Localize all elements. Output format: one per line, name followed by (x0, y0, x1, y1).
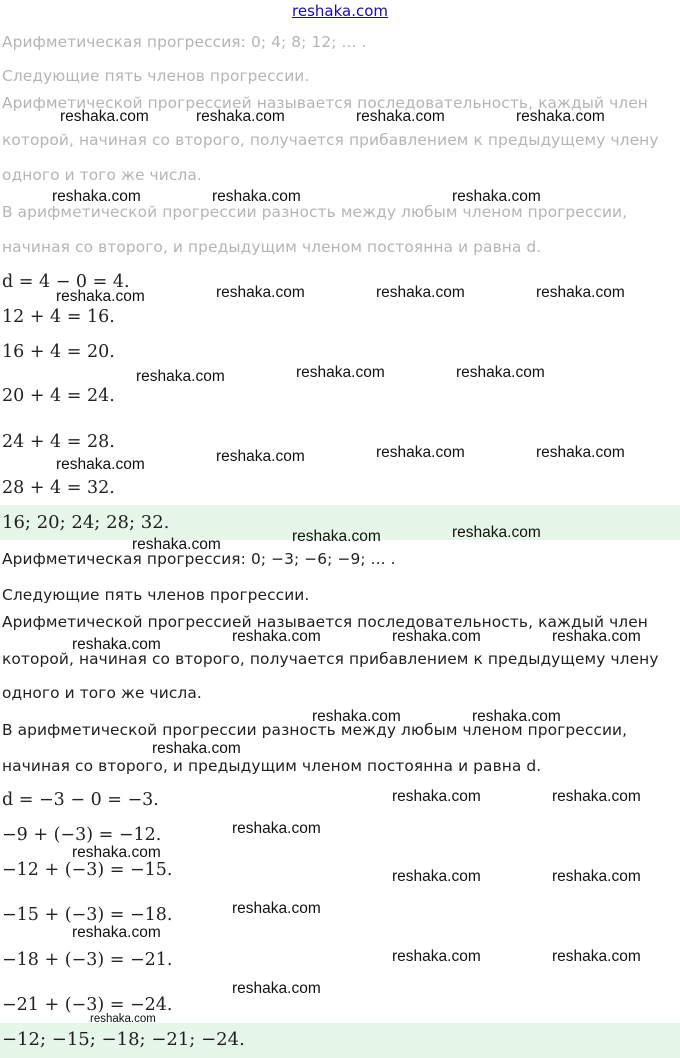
watermark: reshaka.com (152, 740, 241, 757)
watermark: reshaka.com (292, 528, 381, 545)
watermark: reshaka.com (232, 980, 321, 997)
watermark: reshaka.com (376, 284, 465, 301)
watermark: reshaka.com (376, 444, 465, 461)
watermark: reshaka.com (52, 188, 141, 205)
watermark: reshaka.com (216, 284, 305, 301)
watermark: reshaka.com (196, 108, 285, 125)
watermark: reshaka.com (552, 788, 641, 805)
watermark: reshaka.com (392, 628, 481, 645)
watermark: reshaka.com (212, 188, 301, 205)
watermark: reshaka.com (452, 188, 541, 205)
watermark: reshaka.com (392, 948, 481, 965)
watermark: reshaka.com (392, 868, 481, 885)
watermark: reshaka.com (392, 788, 481, 805)
watermark: reshaka.com (312, 708, 401, 725)
problem2-answer: −12; −15; −18; −21; −24. (2, 1029, 245, 1050)
watermark: reshaka.com (136, 368, 225, 385)
problem1-definition-line-1: Арифметической прогрессией называется последовательность, каждый член (2, 94, 648, 112)
problem2-answer-bar (0, 1023, 680, 1058)
problem2-step-1: −9 + (−3) = −12. (2, 825, 162, 845)
watermark: reshaka.com (72, 636, 161, 653)
watermark: reshaka.com (552, 868, 641, 885)
watermark: reshaka.com (516, 108, 605, 125)
problem1-definition-line-3: одного и того же числа. (2, 166, 202, 184)
watermark: reshaka.com (536, 284, 625, 301)
watermark: reshaka.com (72, 924, 161, 941)
problem2-step-2: −12 + (−3) = −15. (2, 860, 173, 880)
problem1-d-calc: d = 4 − 0 = 4. (2, 272, 130, 292)
problem1-title: Арифметическая прогрессия: 0; 4; 8; 12; ... . (2, 33, 367, 51)
watermark: reshaka.com (552, 948, 641, 965)
problem1-answer: 16; 20; 24; 28; 32. (2, 512, 170, 533)
problem1-task: Следующие пять членов прогрессии. (2, 67, 310, 85)
problem1-difference-line-1: В арифметической прогрессии разность между любым членом прогрессии, (2, 203, 628, 221)
site-link[interactable]: reshaka.com (292, 2, 388, 20)
watermark: reshaka.com (296, 364, 385, 381)
problem1-step-3: 20 + 4 = 24. (2, 386, 115, 406)
problem2-difference-line-2: начиная со второго, и предыдущим членом постоянна и равна d. (2, 757, 542, 775)
problem2-task: Следующие пять членов прогрессии. (2, 586, 310, 604)
watermark: reshaka.com (552, 628, 641, 645)
watermark: reshaka.com (232, 820, 321, 837)
problem1-difference-line-2: начиная со второго, и предыдущим членом постоянна и равна d. (2, 238, 542, 256)
problem1-definition-line-2: которой, начиная со второго, получается прибавлением к предыдущему члену (2, 131, 659, 149)
problem2-definition-line-1: Арифметической прогрессией называется последовательность, каждый член (2, 613, 648, 631)
watermark: reshaka.com (356, 108, 445, 125)
watermark: reshaka.com (56, 456, 145, 473)
problem1-step-2: 16 + 4 = 20. (2, 342, 115, 362)
problem2-definition-line-2: которой, начиная со второго, получается прибавлением к предыдущему члену (2, 650, 659, 668)
watermark: reshaka.com (72, 844, 161, 861)
watermark: reshaka.com (56, 288, 145, 305)
problem2-title: Арифметическая прогрессия: 0; −3; −6; −9; ... . (2, 550, 396, 568)
problem2-definition-line-3: одного и того же числа. (2, 684, 202, 702)
watermark: reshaka.com (60, 108, 149, 125)
problem2-step-4: −18 + (−3) = −21. (2, 950, 173, 970)
problem2-difference-line-1: В арифметической прогрессии разность между любым членом прогрессии, (2, 721, 628, 739)
problem1-step-4: 24 + 4 = 28. (2, 432, 115, 452)
watermark: reshaka.com (536, 444, 625, 461)
problem2-step-3: −15 + (−3) = −18. (2, 905, 173, 925)
watermark: reshaka.com (452, 524, 541, 541)
problem1-step-5: 28 + 4 = 32. (2, 478, 115, 498)
watermark: reshaka.com (216, 448, 305, 465)
watermark: reshaka.com (232, 628, 321, 645)
watermark: reshaka.com (90, 1013, 156, 1025)
watermark: reshaka.com (132, 536, 221, 553)
watermark: reshaka.com (472, 708, 561, 725)
problem2-d-calc: d = −3 − 0 = −3. (2, 790, 159, 810)
watermark: reshaka.com (456, 364, 545, 381)
watermark: reshaka.com (232, 900, 321, 917)
problem2-step-5: −21 + (−3) = −24. (2, 995, 173, 1015)
problem1-step-1: 12 + 4 = 16. (2, 307, 115, 327)
